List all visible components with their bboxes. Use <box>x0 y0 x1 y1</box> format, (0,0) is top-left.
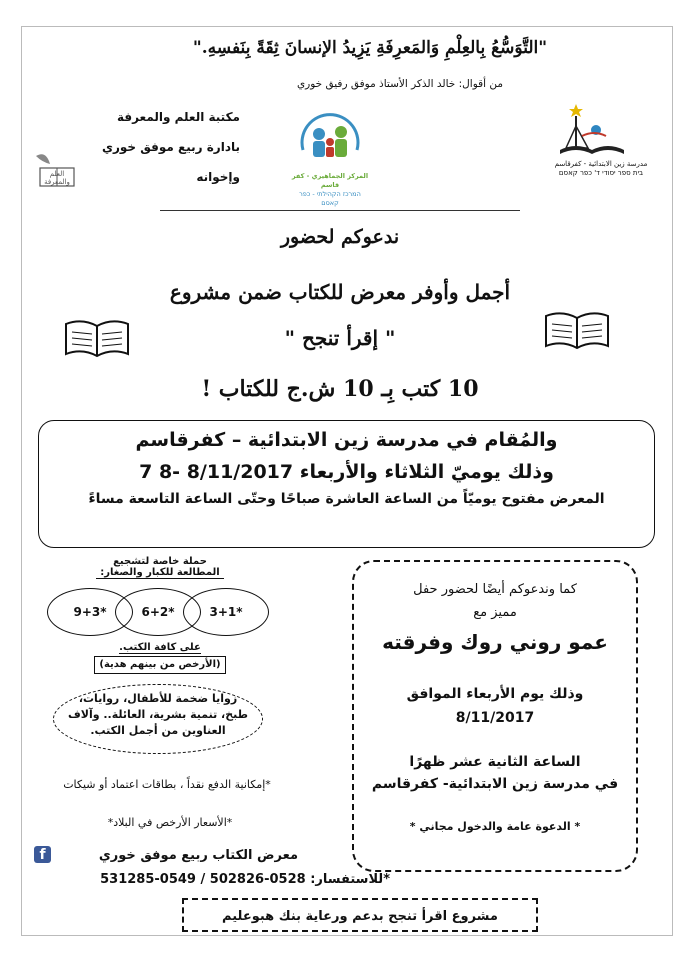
center-caption-1: المركز الجماهيري - كفر قاسم <box>291 172 369 189</box>
school-caption-2: בית ספר יסודי ד' כפר קאסם <box>558 169 644 177</box>
payment-note: *إمكانية الدفع نقداً ، بطاقات اعتماد أو شيكات <box>63 778 271 791</box>
corners-line-2: طبخ، تنمية بشرية، العائلة.. وآلاف <box>67 708 249 721</box>
quote-text: "التَّوَسُّعُ بِالعِلْمِ وَالمَعرِفَةِ يَزِيدُ الإنسانَ ثِقَةً بِنَفسِهِ." <box>192 38 548 58</box>
open-book-icon-right <box>542 308 612 356</box>
facebook-icon: f <box>34 846 51 863</box>
center-caption-2: המרכז הקהילתי - כפר קאסם <box>299 190 361 207</box>
event-place: في مدرسة زين الابتدائية- كفرقاسم <box>371 776 619 792</box>
school-logo-icon <box>546 96 656 156</box>
facebook-page-name: معرض الكتاب ربيع موفق خوري <box>98 848 298 863</box>
event-box <box>352 560 638 872</box>
library-name: مكتبة العلم والمعرفة <box>116 110 240 124</box>
library-logo <box>32 150 78 190</box>
venue-dates: وذلك يوميّ الثلاثاء والأربعاء 8/11/2017 -8 7 <box>139 461 554 483</box>
invite-line-1: ندعوكم لحضور <box>280 226 400 248</box>
campaign-title-1: حملة خاصة لتشجيع <box>113 556 207 567</box>
campaign-title <box>45 556 275 579</box>
offer-6-plus-2: 6+2* <box>115 588 201 636</box>
venue-box <box>38 420 655 548</box>
corners-line-1: زوايا ضخمة للأطفال، روايات، <box>78 692 238 705</box>
invite-offer: 10 كتب بِـ 10 ش.ج للكتاب ! <box>201 376 479 402</box>
inquiry-phones: *للاستفسار: 0528-502826 / 0549-531285 <box>100 872 390 887</box>
campaign-caption <box>80 640 240 674</box>
campaign-title-2: المطالعة للكبار والصغار: <box>96 567 223 579</box>
event-free-entry: * الدعوة عامة والدخول مجاني * <box>409 820 581 833</box>
open-book-icon-left <box>62 316 132 364</box>
library-logo-text: العلم والمعرفة <box>44 170 70 186</box>
offer-3-plus-1: 3+1* <box>183 588 269 636</box>
library-brothers: وإخوانه <box>196 170 240 184</box>
school-logo <box>546 96 656 176</box>
library-manager: بادارة ربيع موفق خوري <box>101 140 240 154</box>
venue-hours: المعرض مفتوح يوميّاً من الساعة العاشرة صباحًا وحتّى الساعة التاسعة مساءً <box>88 491 605 507</box>
venue-location: والمُقام في مدرسة زين الابتدائية – كفرقاسم <box>135 429 558 451</box>
divider-line <box>160 210 520 211</box>
event-performer: عمو روني روك وفرقته <box>382 630 608 654</box>
community-center-icon <box>295 112 365 168</box>
library-info <box>50 102 240 192</box>
event-line-1: كما وندعوكم أيضًا لحضور حفل <box>413 582 577 597</box>
corners-line-3: العناوين من أجمل الكتب. <box>90 724 226 737</box>
event-time: الساعة الثانية عشر ظهرًا <box>409 754 581 770</box>
event-date: 8/11/2017 <box>455 710 535 726</box>
prices-note: *الأسعار الأرخص في البلاد* <box>107 816 233 829</box>
invite-project-name: " إقرأ تنجح " <box>284 326 396 350</box>
invite-line-2: أجمل وأوفر معرض للكتاب ضمن مشروع <box>169 280 511 304</box>
event-line-2: مميز مع <box>473 605 517 620</box>
campaign-caption-1: على كافة الكتب. <box>119 642 201 653</box>
event-day: وذلك يوم الأربعاء الموافق <box>406 686 584 702</box>
quote-source: من أقوال: خالد الذكر الأستاذ موفق رفيق خوري <box>296 78 504 90</box>
school-caption-1: مدرسة زين الابتدائية - كفرقاسم <box>554 160 648 168</box>
campaign-caption-2: (الأرخص من بينهم هدية) <box>94 656 225 674</box>
community-center-logo <box>290 112 370 207</box>
offer-9-plus-3: 9+3* <box>47 588 133 636</box>
offer-circles <box>47 588 269 638</box>
project-sponsor-box: مشروع اقرأ تنجح بدعم ورعاية بنك هبوعليم <box>182 898 538 932</box>
book-corners-oval <box>53 684 263 754</box>
